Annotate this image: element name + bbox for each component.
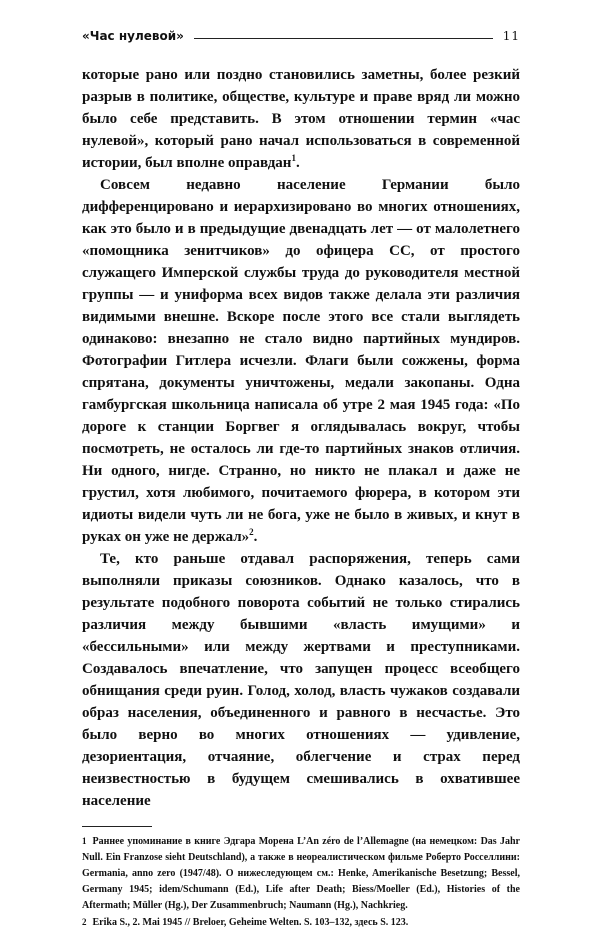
paragraph-text: Совсем недавно население Германии было дифференцировано и иерархизировано во многих отношениях, как это было и в предыдущие двенадцать лет — от малолетнего «помощника зенитчиков» до офицера СС, от простого служащего Имперской службы труда до руководителя местной группы — и униформа всех видов также делала эти различия видимыми внешне. Вскоре после этого все стали выглядеть одинаково: внезапно не стало видно партийных мундиров. Фотографии Гитлера исчезли. Флаги были сожжены, форма спрятана, документы уничтожены, медали закопаны. Одна гамбургская школьница написала об утре 2 мая 1945 года: «По дороге к станции Боргвег я оглядывалась вокруг, чтобы посмотреть, не осталось ли где-то партийных знаков отличия. Ни одного, нигде. Странно, но никто не плакал и даже не грустил, хотя любимого, почитаемого фюрера, в котором эти идиоты видели чуть ли не бога, уже не было в живых, и кнут в руках он уже не держал» xyxy=(82,177,520,545)
paragraph-text: которые рано или поздно становились заметны, более резкий разрыв в политике, обществе, культуре и праве вряд ли можно было себе представить. В этом отношении термин «час нулевой», который рано начал использоваться в современной истории, был вполне оправдан xyxy=(82,67,520,171)
footnote-text: Erika S., 2. Mai 1945 // Breloer, Geheime Welten. S. 103–132, здесь S. 123. xyxy=(92,917,409,928)
footnote xyxy=(82,833,520,914)
paragraph-text: Те, кто раньше отдавал распоряжения, теперь сами выполняли приказы союзников. Однако казалось, что в результате подобного поворота событий не только стирались различия между бывшими «власть имущими» и «бессильными» или между жертвами и преступниками. Создавалось впечатление, что запущен процесс всеобщего обнищания среди руин. Голод, холод, власть чужаков создавали образ населения, объединенного и равного в несчастье. Это было верно во многих отношениях — удивление, дезориентация, отчаяние, облегчение и страх перед неизвестностью в будущем смешивались в охватившее население xyxy=(82,551,520,809)
paragraph xyxy=(82,548,520,812)
footnote-mark: 2 xyxy=(82,917,87,927)
paragraph: которые рано или поздно становились заметны, более резкий разрыв в политике, обществе, культуре и праве вряд ли можно было себе представить. В этом отношении термин «час нулевой», который рано начал использоваться в современной истории, был вполне оправдан$^1$. xyxy=(82,67,520,171)
running-title: «Час нулевой» xyxy=(82,29,184,43)
paragraph: Совсем недавно население Германии было дифференцировано и иерархизировано во многих отношениях, как это было и в предыдущие двенадцать лет — от малолетнего «помощника зенитчиков» до офицера СС, от простого служащего Имперской службы труда до руководителя местной группы — и униформа всех видов также делала эти различия видимыми внешне. Вскоре после этого все стали выглядеть одинаково: внезапно не стало видно партийных мундиров. Фотографии Гитлера исчезли. Флаги были сожжены, форма спрятана, документы уничтожены, медали закопаны. Одна гамбургская школьница написала об утре 2 мая 1945 года: «По дороге к станции Боргвег я оглядывалась вокруг, чтобы посмотреть, не осталось ли где-то партийных знаков отличия. Ни одного, нигде. Странно, но никто не плакал и даже не грустил, хотя любимого, почитаемого фюрера, в котором эти идиоты видели чуть ли не бога, уже не было в живых, и кнут в руках он уже не держал»$^2$. xyxy=(82,177,520,545)
footnote-separator xyxy=(82,826,152,827)
footnote-text: Раннее упоминание в книге Эдгара Морена L’An zéro de l’Allemagne (на немецком: Das Jahr Null. Ein Franzose sieht Deutschland), а также в неореалистическом фильме Роберто Росселлини: Germania, anno zero (1947/48). О нижеследующем см.: Henke, Amerikanische Besetzung; Bessel, Germany 1945; idem/Schumann (Ed.), Life after Death; Biess/Moeller (Ed.), Histories of the Aftermath; Müller (Hg.), Der Zusammenbruch; Naumann (Hg.), Nachkrieg. xyxy=(82,836,520,911)
header-rule xyxy=(194,38,493,39)
running-header xyxy=(82,22,520,50)
page-number: 11 xyxy=(502,29,520,43)
footnote xyxy=(82,914,520,931)
footnote-ref[interactable]: 2 xyxy=(249,527,254,537)
footnote-ref[interactable]: 1 xyxy=(291,153,296,163)
main-text xyxy=(82,64,520,812)
footnotes xyxy=(82,833,520,931)
footnote-mark: 1 xyxy=(82,836,87,846)
